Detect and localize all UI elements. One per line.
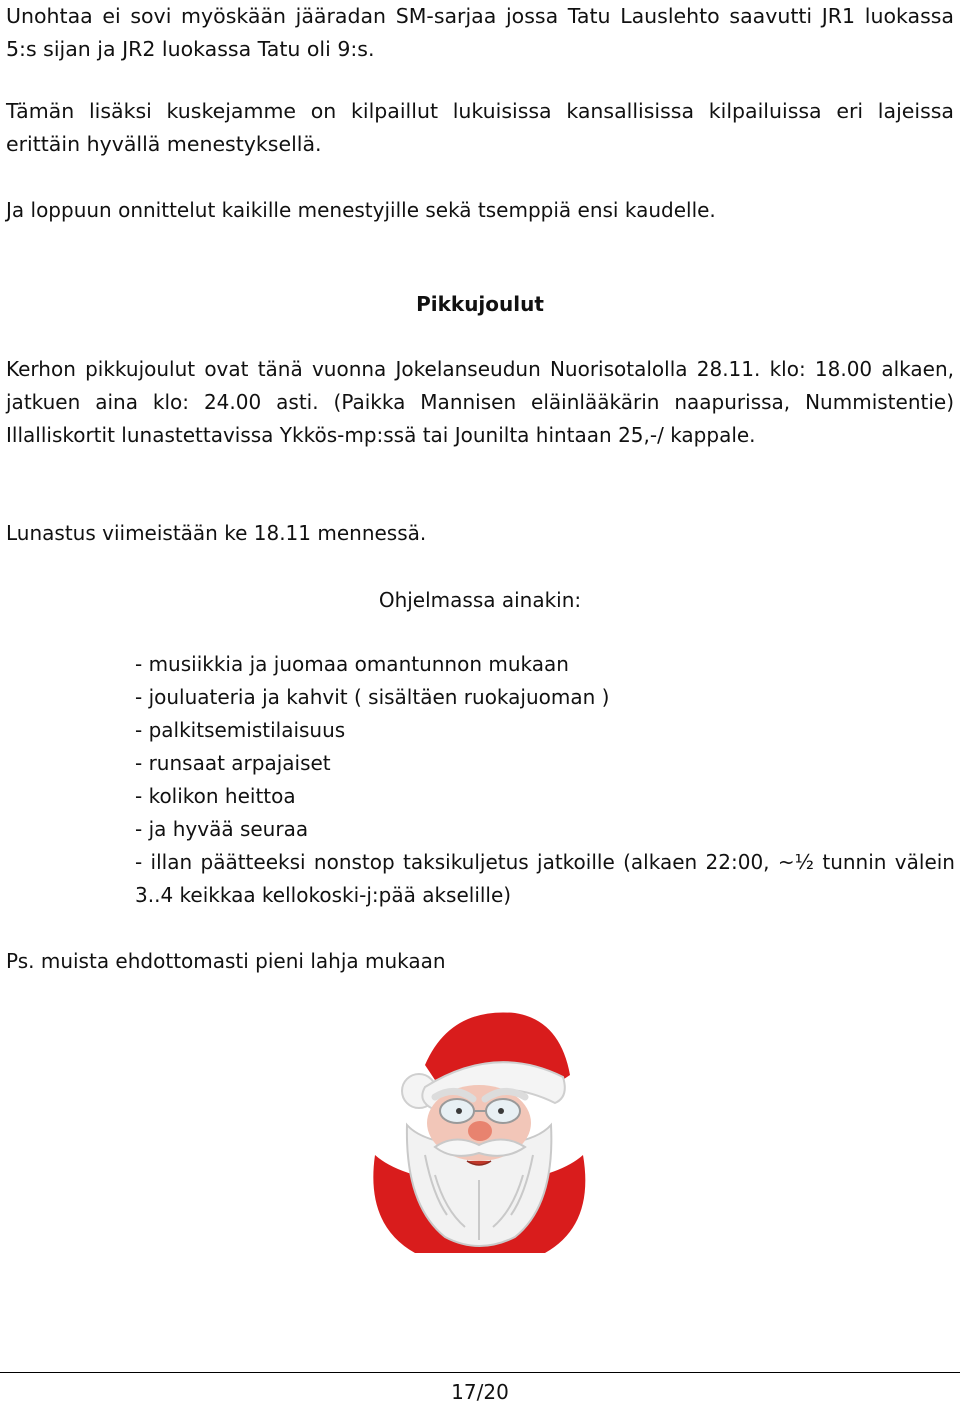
page-number: 17/20 xyxy=(451,1380,509,1404)
program-item: - jouluateria ja kahvit ( sisältäen ruokajuoman ) xyxy=(135,685,610,709)
program-item: - kolikon heittoa xyxy=(135,784,296,808)
ticket-deadline: Lunastus viimeistään ke 18.11 mennessä. xyxy=(6,521,427,545)
santa-nose xyxy=(468,1121,492,1141)
party-intro-paragraph: Kerhon pikkujoulut ovat tänä vuonna Jokelanseudun Nuorisotalolla 28.11. klo: 18.00 alkaen, jatkuen aina klo: 24.00 asti. (Paikka Mannisen eläinlääkärin naapurissa, Nummistentie) Illalliskortit lunastettavissa Ykkös-mp:ssä tai Jounilta hintaan 25,-/ kappale. xyxy=(6,357,954,447)
footer-divider xyxy=(0,1372,960,1373)
program-list xyxy=(135,648,955,912)
santa-claus-image xyxy=(355,1005,603,1253)
program-title: Ohjelmassa ainakin: xyxy=(378,588,582,612)
congratulations-paragraph: Ja loppuun onnittelut kaikille menestyjille sekä tsemppiä ensi kaudelle. xyxy=(6,198,716,222)
postscript: Ps. muista ehdottomasti pieni lahja mukaan xyxy=(6,949,446,973)
sm-series-paragraph: Unohtaa ei sovi myöskään jääradan SM-sarjaa jossa Tatu Lauslehto saavutti JR1 luokassa 5:s sijan ja JR2 luokassa Tatu oli 9:s. xyxy=(6,4,954,61)
program-item: - musiikkia ja juomaa omantunnon mukaan xyxy=(135,652,569,676)
program-item: - ja hyvää seuraa xyxy=(135,817,309,841)
section-heading: Pikkujoulut xyxy=(416,292,544,316)
national-results-paragraph: Tämän lisäksi kuskejamme on kilpaillut lukuisissa kansallisissa kilpailuissa eri lajeissa erittäin hyvällä menestyksellä. xyxy=(6,99,954,156)
program-item: - illan päätteeksi nonstop taksikuljetus jatkoille (alkaen 22:00, ~½ tunnin välein 3..4 keikkaa kellokoski-j:pää akselille) xyxy=(135,850,955,907)
program-item: - palkitsemistilaisuus xyxy=(135,718,346,742)
program-item: - runsaat arpajaiset xyxy=(135,751,331,775)
